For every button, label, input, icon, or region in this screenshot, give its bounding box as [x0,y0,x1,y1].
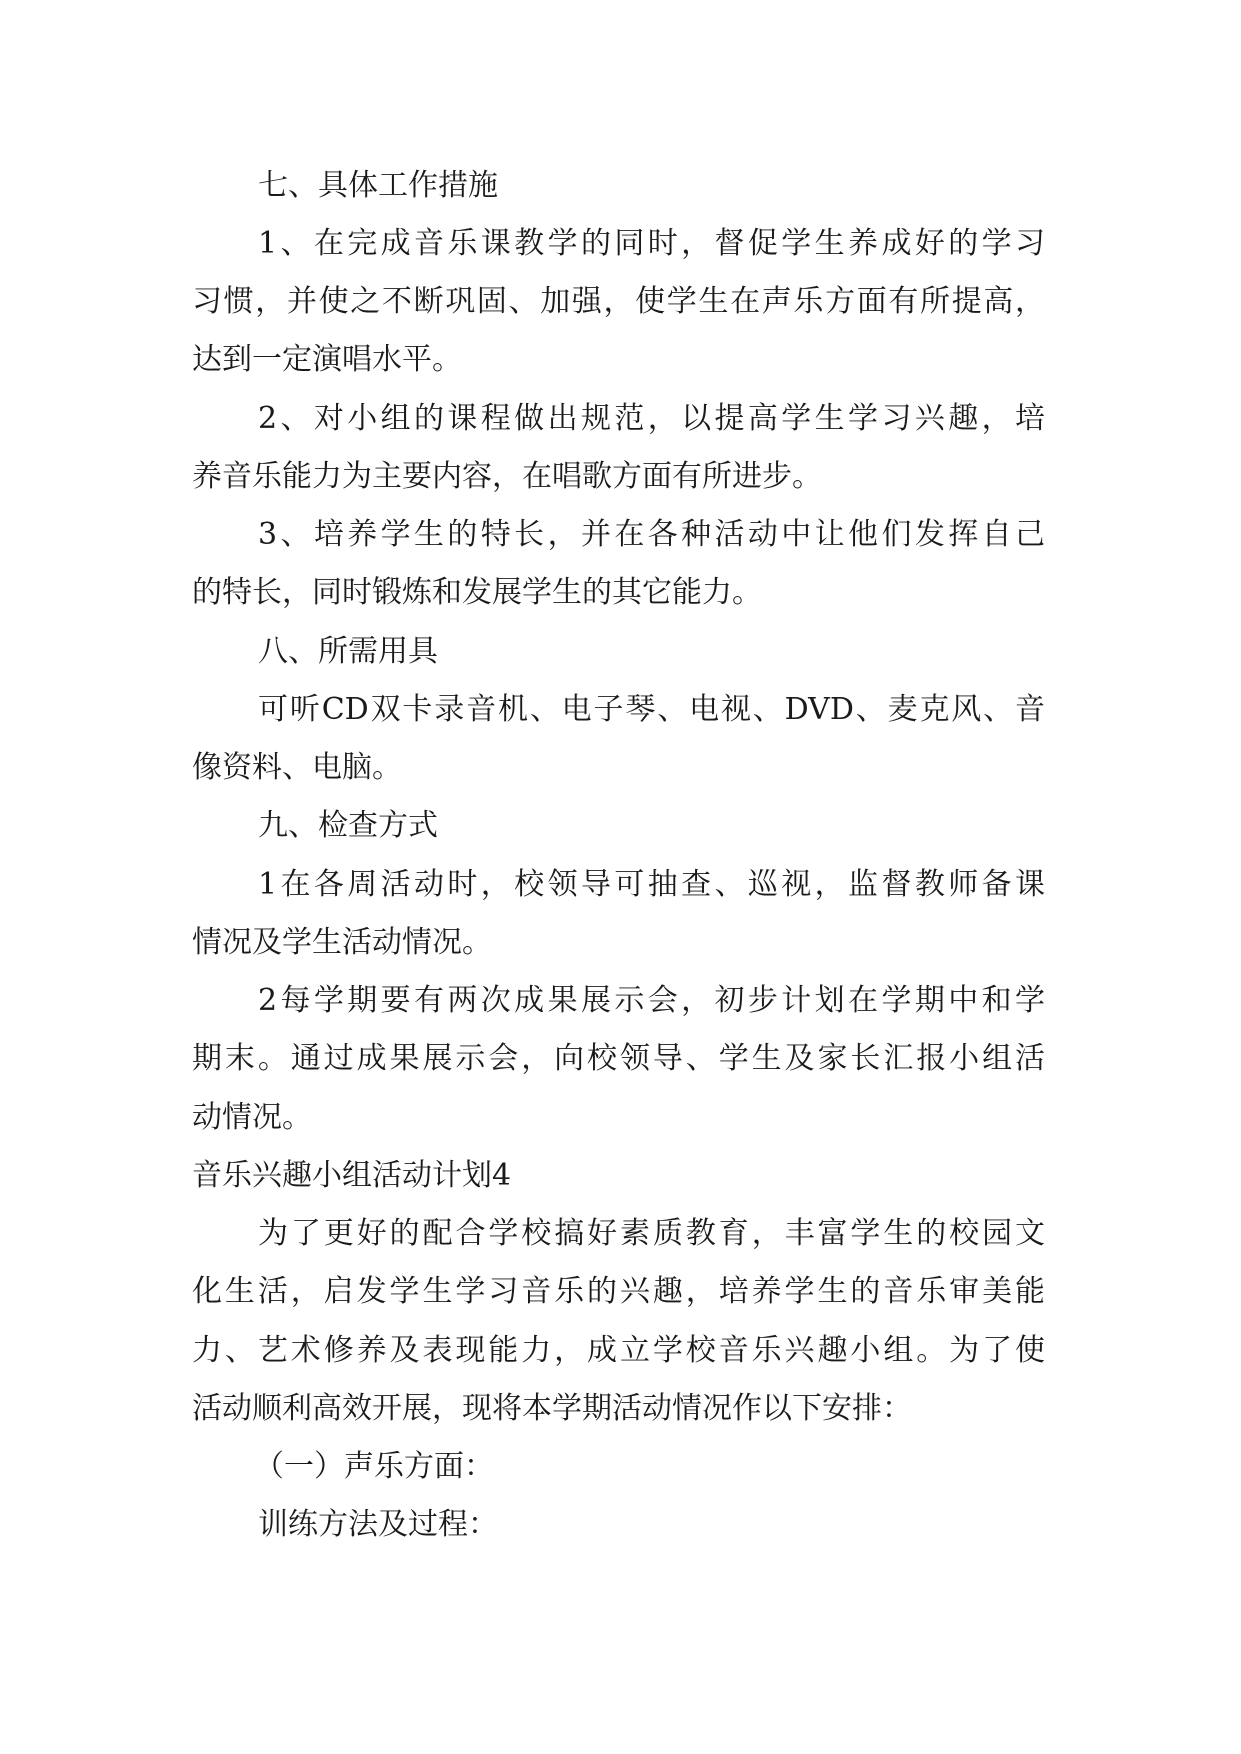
paragraph-line: 动情况。 [192,1100,312,1135]
paragraph-line: 1在各周活动时，校领导可抽查、巡视，监督教师备课 [258,867,1045,902]
subsection-heading: （一）声乐方面： [254,1449,494,1484]
paragraph-line: 养音乐能力为主要内容，在唱歌方面有所进步。 [192,459,822,494]
paragraph-line: 2、对小组的课程做出规范，以提高学生学习兴趣，培 [258,401,1045,436]
paragraph-line: 力、艺术修养及表现能力，成立学校音乐兴趣小组。为了使 [192,1333,1045,1368]
paragraph-line: 习惯，并使之不断巩固、加强，使学生在声乐方面有所提高， [192,284,1045,319]
paragraph-line: 期末。通过成果展示会，向校领导、学生及家长汇报小组活 [192,1041,1045,1076]
paragraph-line: 活动顺利高效开展，现将本学期活动情况作以下安排： [192,1391,912,1426]
document-subtitle: 音乐兴趣小组活动计划4 [192,1158,512,1193]
paragraph-line: 3、培养学生的特长，并在各种活动中让他们发挥自己 [258,517,1045,552]
section-heading-9: 九、检查方式 [258,808,438,843]
paragraph-line: 训练方法及过程： [258,1507,498,1542]
paragraph-line: 情况及学生活动情况。 [192,925,492,960]
paragraph-line: 2每学期要有两次成果展示会，初步计划在学期中和学 [258,983,1045,1018]
paragraph-line: 可听CD双卡录音机、电子琴、电视、DVD、麦克风、音 [258,692,1045,727]
paragraph-line: 达到一定演唱水平。 [192,342,462,377]
paragraph-line: 化生活，启发学生学习音乐的兴趣，培养学生的音乐审美能 [192,1274,1045,1309]
paragraph-line: 为了更好的配合学校搞好素质教育，丰富学生的校园文 [258,1216,1045,1251]
section-heading-8: 八、所需用具 [258,634,438,669]
section-heading-7: 七、具体工作措施 [258,168,498,203]
paragraph-line: 1、在完成音乐课教学的同时，督促学生养成好的学习 [258,226,1045,261]
paragraph-line: 的特长，同时锻炼和发展学生的其它能力。 [192,575,762,610]
paragraph-line: 像资料、电脑。 [192,750,402,785]
